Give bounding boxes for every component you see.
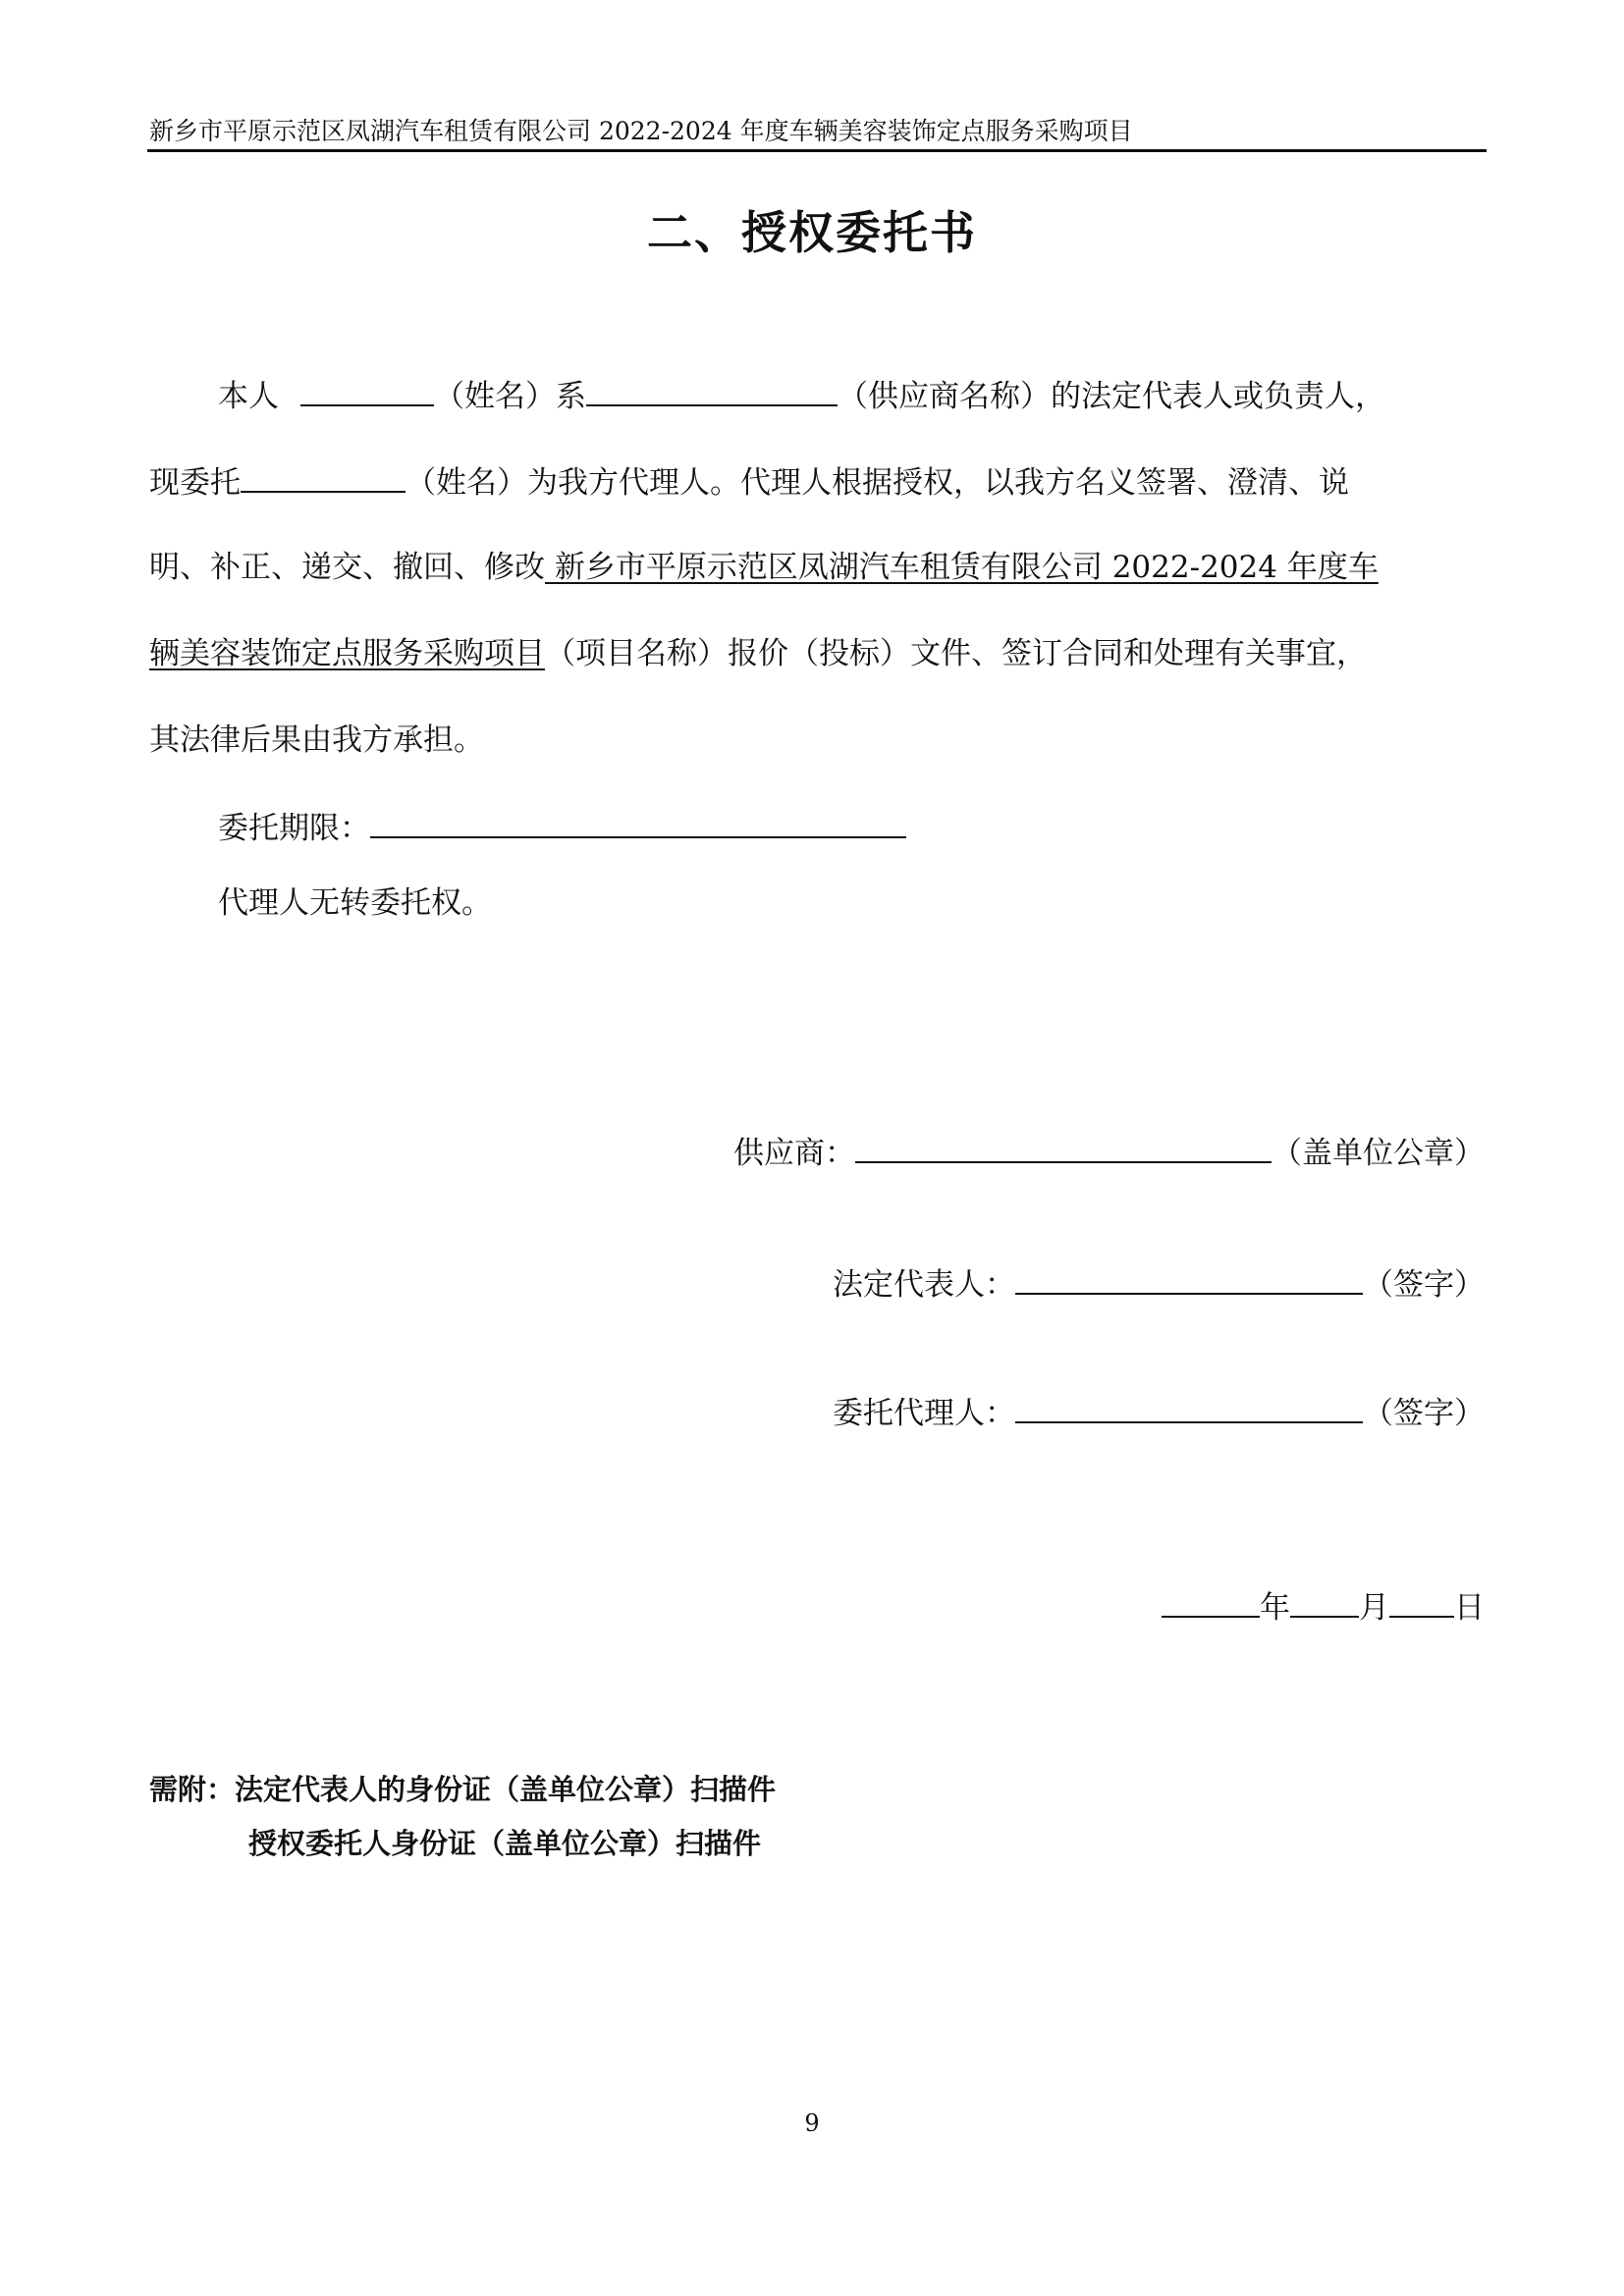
agent-signature-line (833, 1392, 1485, 1433)
attachment-item-2: 授权委托人身份证（盖单位公章）扫描件 (248, 1827, 762, 1860)
agent-label: 委托代理人： (833, 1396, 1015, 1431)
supplier-seal-note: （盖单位公章） (1272, 1136, 1485, 1171)
attachment-line-1 (149, 1770, 776, 1809)
legal-rep-signature-line (833, 1263, 1485, 1305)
text-agent-authority: （姓名）为我方代理人。代理人根据授权，以我方名义签署、澄清、说 (406, 465, 1349, 501)
page-number: 9 (804, 2109, 820, 2137)
text-actions: 明、补正、递交、撤回、修改 (149, 550, 545, 585)
text-supplier-rep: （供应商名称）的法定代表人或负责人， (838, 379, 1385, 414)
legal-rep-sign-blank[interactable] (1015, 1263, 1363, 1295)
paragraph-line-5 (149, 721, 484, 760)
running-header: 新乡市平原示范区凤湖汽车租赁有限公司 2022-2024 年度车辆美容装饰定点服务采购项目 (149, 117, 1133, 145)
page-title: 二、授权委托书 (647, 206, 977, 259)
text-name-xi: （姓名）系 (434, 379, 586, 414)
supplier-signature-line (733, 1132, 1485, 1173)
attachment-line-2 (248, 1824, 761, 1863)
text-weituo: 现委托 (149, 465, 241, 501)
paragraph-line-1 (218, 375, 1385, 416)
no-subdelegation-text: 代理人无转委托权。 (218, 885, 492, 921)
text-benren: 本人 (218, 379, 279, 414)
no-subdelegation-line (218, 883, 492, 923)
project-name-underlined-2: 辆美容装饰定点服务采购项目 (149, 636, 545, 671)
agent-sign-note: （签字） (1363, 1396, 1485, 1431)
year-label: 年 (1260, 1590, 1290, 1626)
term-line (218, 807, 906, 848)
month-blank[interactable] (1290, 1586, 1359, 1618)
day-label: 日 (1454, 1590, 1485, 1626)
date-line (1162, 1586, 1485, 1628)
legal-rep-sign-note: （签字） (1363, 1267, 1485, 1303)
attachment-item-1: 法定代表人的身份证（盖单位公章）扫描件 (235, 1773, 777, 1806)
paragraph-line-2 (149, 461, 1349, 503)
paragraph-line-3 (149, 548, 1379, 587)
attachment-label: 需附： (149, 1773, 236, 1806)
project-name-underlined-1: 新乡市平原示范区凤湖汽车租赁有限公司 2022-2024 年度车 (545, 550, 1379, 585)
supplier-seal-blank[interactable] (855, 1132, 1272, 1163)
supplier-label: 供应商： (733, 1136, 855, 1171)
term-label: 委托期限： (218, 811, 370, 846)
agent-name-blank[interactable] (241, 461, 406, 493)
term-blank[interactable] (370, 807, 906, 838)
year-blank[interactable] (1162, 1586, 1260, 1618)
supplier-name-blank[interactable] (586, 375, 838, 406)
month-label: 月 (1359, 1590, 1389, 1626)
header-divider (147, 149, 1487, 152)
day-blank[interactable] (1389, 1586, 1454, 1618)
text-legal-consequence: 其法律后果由我方承担。 (149, 722, 484, 758)
paragraph-line-4 (149, 634, 1367, 673)
principal-name-blank[interactable] (300, 375, 434, 406)
legal-rep-label: 法定代表人： (833, 1267, 1015, 1303)
agent-sign-blank[interactable] (1015, 1392, 1363, 1423)
text-project-docs: （项目名称）报价（投标）文件、签订合同和处理有关事宜， (545, 636, 1367, 671)
